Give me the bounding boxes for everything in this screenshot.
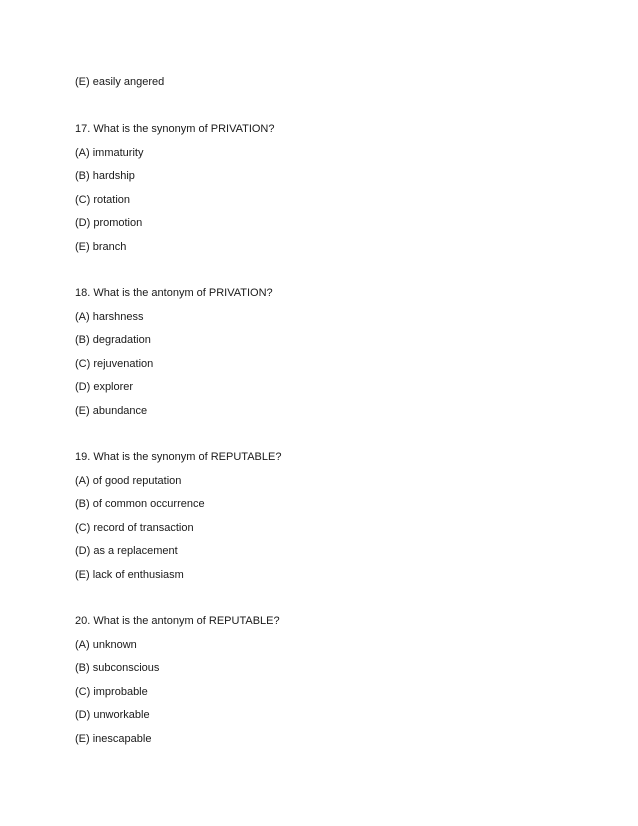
- lead-option: (E) easily angered: [75, 76, 165, 88]
- question-17: 17. What is the synonym of PRIVATION?: [75, 123, 275, 135]
- question-18: 18. What is the antonym of PRIVATION?: [75, 287, 273, 299]
- question-19-option-d: (D) as a replacement: [75, 545, 178, 557]
- question-20-option-d: (D) unworkable: [75, 709, 150, 721]
- question-19-option-a: (A) of good reputation: [75, 475, 182, 487]
- question-20: 20. What is the antonym of REPUTABLE?: [75, 615, 280, 627]
- question-18-option-d: (D) explorer: [75, 381, 134, 393]
- question-17-option-e: (E) branch: [75, 241, 127, 253]
- question-19-option-c: (C) record of transaction: [75, 522, 194, 534]
- question-18-option-b: (B) degradation: [75, 334, 151, 346]
- question-17-option-a: (A) immaturity: [75, 147, 144, 159]
- question-20-option-b: (B) subconscious: [75, 662, 160, 674]
- question-19: 19. What is the synonym of REPUTABLE?: [75, 451, 282, 463]
- question-17-option-c: (C) rotation: [75, 194, 131, 206]
- question-20-option-c: (C) improbable: [75, 686, 148, 698]
- question-18-option-a: (A) harshness: [75, 311, 144, 323]
- question-17-option-d: (D) promotion: [75, 217, 143, 229]
- question-18-option-c: (C) rejuvenation: [75, 358, 154, 370]
- question-19-option-b: (B) of common occurrence: [75, 498, 205, 510]
- question-18-option-e: (E) abundance: [75, 405, 148, 417]
- question-19-option-e: (E) lack of enthusiasm: [75, 569, 184, 581]
- question-20-option-a: (A) unknown: [75, 639, 137, 651]
- question-20-option-e: (E) inescapable: [75, 733, 152, 745]
- question-17-option-b: (B) hardship: [75, 170, 135, 182]
